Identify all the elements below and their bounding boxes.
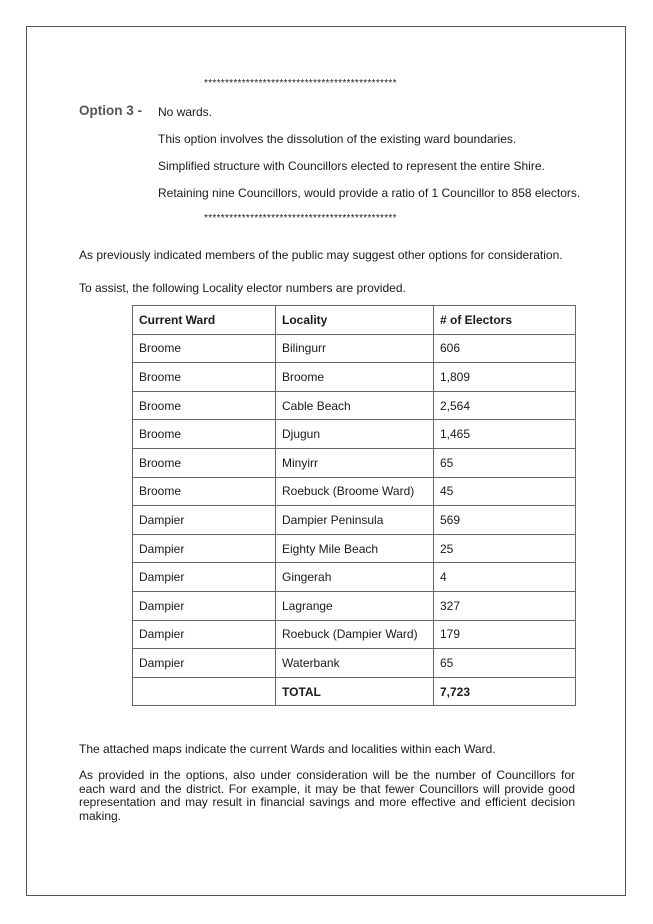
cell-locality: Bilingurr — [276, 334, 434, 363]
cell-locality: Cable Beach — [276, 391, 434, 420]
cell-electors: 25 — [434, 534, 576, 563]
header-electors: # of Electors — [434, 306, 576, 335]
cell-ward: Broome — [133, 477, 276, 506]
cell-electors: 606 — [434, 334, 576, 363]
header-current-ward: Current Ward — [133, 306, 276, 335]
elector-table — [132, 305, 576, 706]
total-ward-cell — [133, 677, 276, 706]
cell-ward: Dampier — [133, 534, 276, 563]
table-row — [133, 363, 576, 392]
table-header-row — [133, 306, 576, 335]
cell-electors: 1,809 — [434, 363, 576, 392]
cell-locality: Dampier Peninsula — [276, 506, 434, 535]
table-row — [133, 334, 576, 363]
table-row — [133, 563, 576, 592]
cell-electors: 65 — [434, 448, 576, 477]
option-line-1: This option involves the dissolution of the existing ward boundaries. — [158, 132, 517, 146]
cell-ward: Dampier — [133, 591, 276, 620]
paragraph-public-suggest: As previously indicated members of the public may suggest other options for consideration. — [79, 248, 563, 262]
cell-ward: Dampier — [133, 620, 276, 649]
cell-electors: 179 — [434, 620, 576, 649]
paragraph-councillors: As provided in the options, also under consideration will be the number of Councillors for each ward and the district. For example, it may be that fewer Councillors will provide good representation and may result in financial savings and more effective and efficient decision making. — [79, 768, 575, 823]
table-total-row — [133, 677, 576, 706]
total-value: 7,723 — [434, 677, 576, 706]
cell-electors: 4 — [434, 563, 576, 592]
cell-electors: 2,564 — [434, 391, 576, 420]
cell-ward: Broome — [133, 391, 276, 420]
table-row — [133, 448, 576, 477]
cell-ward: Broome — [133, 334, 276, 363]
cell-locality: Roebuck (Dampier Ward) — [276, 620, 434, 649]
option-label: Option 3 - — [79, 103, 142, 118]
separator-bottom: ********************************************** — [204, 213, 397, 224]
option-title: No wards. — [158, 105, 213, 119]
cell-locality: Roebuck (Broome Ward) — [276, 477, 434, 506]
option-line-2: Simplified structure with Councillors elected to represent the entire Shire. — [158, 159, 545, 173]
cell-locality: Lagrange — [276, 591, 434, 620]
cell-ward: Broome — [133, 420, 276, 449]
total-label: TOTAL — [276, 677, 434, 706]
cell-locality: Waterbank — [276, 649, 434, 678]
paragraph-to-assist: To assist, the following Locality elector numbers are provided. — [79, 281, 406, 295]
cell-locality: Minyirr — [276, 448, 434, 477]
cell-electors: 327 — [434, 591, 576, 620]
cell-ward: Dampier — [133, 506, 276, 535]
cell-ward: Broome — [133, 363, 276, 392]
table-row — [133, 420, 576, 449]
cell-ward: Broome — [133, 448, 276, 477]
cell-locality: Broome — [276, 363, 434, 392]
paragraph-maps: The attached maps indicate the current Wards and localities within each Ward. — [79, 742, 496, 756]
header-locality: Locality — [276, 306, 434, 335]
cell-ward: Dampier — [133, 649, 276, 678]
cell-electors: 1,465 — [434, 420, 576, 449]
table-row — [133, 620, 576, 649]
table-row — [133, 506, 576, 535]
cell-locality: Eighty Mile Beach — [276, 534, 434, 563]
option-line-3: Retaining nine Councillors, would provide a ratio of 1 Councillor to 858 electors. — [158, 186, 581, 200]
cell-electors: 65 — [434, 649, 576, 678]
table-row — [133, 391, 576, 420]
cell-electors: 569 — [434, 506, 576, 535]
cell-locality: Djugun — [276, 420, 434, 449]
table-row — [133, 649, 576, 678]
table-row — [133, 477, 576, 506]
cell-ward: Dampier — [133, 563, 276, 592]
cell-locality: Gingerah — [276, 563, 434, 592]
table-row — [133, 534, 576, 563]
table-row — [133, 591, 576, 620]
separator-top: ********************************************** — [204, 78, 397, 89]
cell-electors: 45 — [434, 477, 576, 506]
